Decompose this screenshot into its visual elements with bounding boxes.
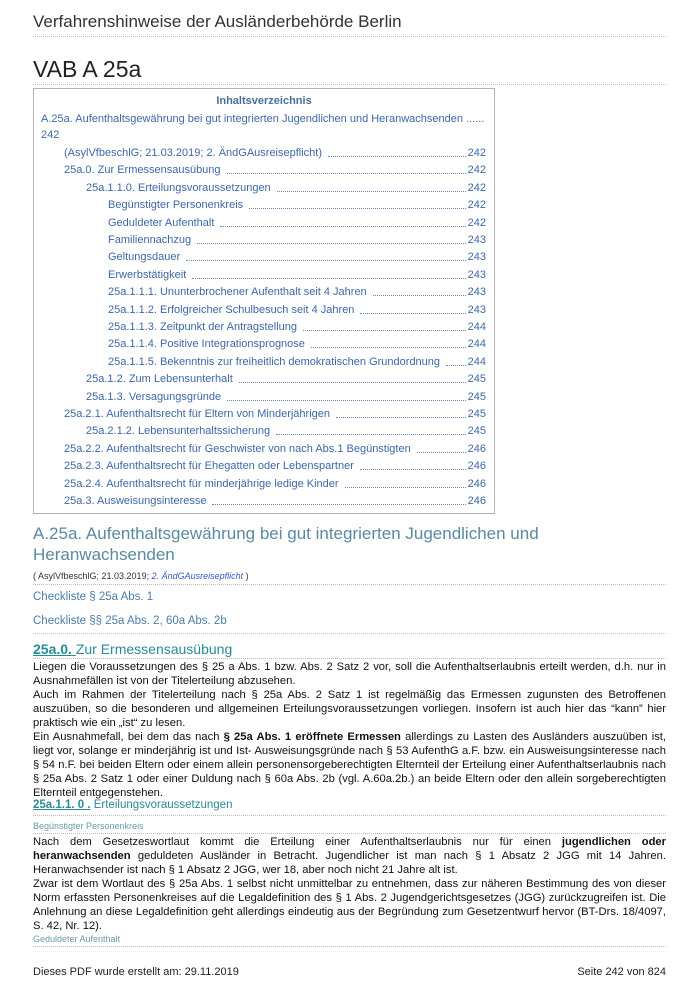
toc-entry-label: 25a.2.1. Aufenthaltsrecht für Eltern von Minderjährigen [64,408,330,420]
toc-entry[interactable] [34,145,494,162]
text: allerdings zu Lasten des Ausländers auszuüben ist, liegt vor, solange er minderjährig ist und Ist- Ausweisungsgründe nach § 53 AufenthG a.F. bzw. ein Ausweisungsinteresse nach § 54 n.F. bei beiden Eltern oder einem allein personensorgeberechtigten Elternteil der Erteilung einer Aufenthaltserlaubnis nach § 25a Abs. 2 Satz 1 oder einer Duldung nach § 60a Abs. 2b (vgl. A.60a.2b.) an beide Eltern oder den allein sorgeberechtigten Elternteil entgegenstehen. [33,731,667,799]
toc-leader-dots [328,156,466,157]
toc-entry-label: A.25a. Aufenthaltsgewährung bei gut integrierten Jugendlichen und Heranwachsenden ...... [41,113,485,125]
toc-entry[interactable] [34,458,494,475]
toc-entry-page: 245 [466,371,486,388]
paragraph: Liegen die Voraussetzungen des § 25 a Abs. 1 bzw. Abs. 2 Satz 2 vor, soll die Aufenthaltserlaubnis erteilt werden, d.h. nur in Ausnahmefällen ist von der Titelerteilung abzusehen. [33,661,666,687]
heading-label: Zur Ermessensausübung [75,641,233,657]
toc-leader-dots [417,452,466,453]
divider [33,833,666,834]
divider [33,633,666,634]
toc-entry[interactable] [34,493,494,510]
toc-entry-label: 25a.0. Zur Ermessensausübung [64,164,221,177]
toc-leader-dots [373,295,466,296]
toc-heading: Inhaltsverzeichnis [216,95,312,107]
toc-entry-page: 243 [466,284,486,301]
toc-entry-page: 242 [466,162,486,179]
toc-entry-page: 242 [41,129,60,141]
checklist-link-1[interactable]: Checkliste § 25a Abs. 1 [33,591,154,603]
toc-entry-label: 25a.3. Ausweisungsinteresse [64,495,207,507]
heading-erteilung [33,799,232,811]
toc-entry[interactable] [34,371,494,388]
toc-leader-dots [197,243,466,244]
toc-leader-dots [311,347,466,348]
toc-entry[interactable] [34,180,494,197]
toc-leader-dots [227,173,466,174]
toc-entry[interactable] [34,441,494,458]
checklist-link-2[interactable]: Checkliste §§ 25a Abs. 2, 60a Abs. 2b [33,615,227,627]
divider [33,36,666,37]
toc-entry[interactable] [34,389,494,406]
toc-leader-dots [446,365,466,366]
toc-entry[interactable] [34,127,494,144]
divider [33,84,666,85]
toc-entry-page: 246 [466,441,486,458]
toc-entry[interactable] [34,232,494,249]
toc-entry[interactable] [34,197,494,214]
toc-entry-label: 25a.2.3. Aufenthaltsrecht für Ehegatten oder Lebenspartner [64,460,354,473]
source-suffix: ) [243,571,249,581]
subheading-beguenstigter: Begünstigter Personenkreis [33,821,144,831]
toc-entry-page: 244 [466,354,486,371]
toc-entry[interactable] [34,215,494,232]
toc-entry-label: (AsylVfbeschlG; 21.03.2019; 2. ÄndGAusreisepflicht) [64,147,323,159]
toc-leader-dots [360,469,466,470]
toc-leader-dots [336,417,466,418]
toc-entry-page: 242 [466,145,486,162]
toc-leader-dots [220,226,466,227]
toc-entry-label: 25a.1.1.2. Erfolgreicher Schulbesuch seit 4 Jahren [108,303,355,316]
section-title: A.25a. Aufenthaltsgewährung bei gut integrierten Jugendlichen und Heranwachsenden [33,524,539,564]
paragraph [33,835,666,877]
heading-number[interactable]: 25a.1.1. 0 . [33,799,91,811]
toc-entry-label: Geduldeter Aufenthalt [108,216,215,229]
toc-entry-label: 25a.1.2. Zum Lebensunterhalt [86,373,233,386]
toc-entry[interactable] [34,423,494,440]
footer-page-number: Seite 242 von 824 [577,966,666,978]
toc-entry-page: 243 [466,302,486,319]
toc-entry-label: 25a.1.1.4. Positive Integrationsprognose [108,338,305,351]
toc-leader-dots [192,278,466,279]
toc-entry-label: Erwerbstätigkeit [108,268,187,281]
toc-entry[interactable] [34,267,494,284]
paragraph: Zwar ist dem Wortlaut des § 25a Abs. 1 selbst nicht unmittelbar zu entnehmen, dass zur näheren Bestimmung des von dieser Norm erfassten Personenkreises auf die Legaldefinition des § 1 Abs. 2 Jugendgerichtsgesetzes (JGG) zurückzugreifen ist. Die Anlehnung an diese Legaldefinition geht allerdings eindeutig aus der Begründung zum Gesetzentwurf hervor (BT-Drs. 18/4097, S. 42, Nr. 12). [33,878,666,932]
toc-entry[interactable] [34,476,494,493]
toc-entry-label: 25a.2.1.2. Lebensunterhaltssicherung [86,425,271,438]
toc-leader-dots [303,330,466,331]
footer-created: Dieses PDF wurde erstellt am: 29.11.2019 [33,966,239,978]
toc-entry-page: 245 [466,423,486,440]
divider [33,815,666,816]
source-link[interactable]: 2. ÄndGAusreisepflicht [151,571,244,581]
toc-leader-dots [345,487,466,488]
toc-entry[interactable] [34,406,494,423]
toc-leader-dots [239,382,466,383]
toc-entry-page: 243 [466,267,486,284]
toc-entry-page: 242 [466,180,486,197]
toc-leader-dots [276,434,466,435]
text: geduldeten Ausländer in Betracht. Jugendlicher ist man nach § 1 Absatz 2 JGG mit 14 Jahren. Heranwachsender ist nach § 1 Absatz 2 JGG, wer 18, aber noch nicht 21 Jahre alt ist. [33,850,666,876]
heading-label: Erteilungsvoraussetzungen [90,799,233,811]
toc-entry-page: 242 [466,197,486,214]
paragraph [33,730,666,800]
toc-entry[interactable] [34,111,494,128]
toc-entry-page: 245 [466,406,486,423]
toc-entry-page: 246 [466,476,486,493]
toc-entry-label: Begünstigter Personenkreis [108,199,244,212]
toc-entry[interactable] [34,354,494,371]
text-bold: jugendlichen oder heranwachsenden [33,836,666,862]
toc-entry-label: 25a.1.3. Versagungsgründe [86,390,222,403]
header-title: Verfahrenshinweise der Ausländerbehörde Berlin [33,12,402,31]
text: Nach dem Gesetzeswortlaut kommt die Erteilung einer Aufenthaltserlaubnis nur für einen [33,836,562,848]
toc-entry-label: 25a.1.1.0. Erteilungsvoraussetzungen [86,181,271,194]
paragraph: Auch im Rahmen der Titelerteilung nach § 25a Abs. 2 Satz 1 ist regelmäßig das Ermessen zugunsten des Betroffenen auszuüben, so die besonderen und allgemeinen Erteilungsvoraussetzungen vorliegen. Insofern ist auch hier das “kann” hier praktisch wie ein „ist“ zu lesen. [33,689,666,729]
toc-entry-page: 246 [466,458,486,475]
toc-entry-label: 25a.2.2. Aufenthaltsrecht für Geschwister von nach Abs.1 Begünstigten [64,442,411,455]
toc-entry-page: 244 [466,319,486,336]
subheading-geduldet: Geduldeter Aufenthalt [33,934,121,944]
toc-entry-label: 25a.1.1.1. Ununterbrochener Aufenthalt seit 4 Jahren [108,286,367,299]
toc-entry-page: 245 [466,389,486,406]
toc-entry-label: 25a.1.1.3. Zeitpunkt der Antragstellung [108,321,297,333]
toc-entry-page: 246 [466,493,486,510]
toc-entry[interactable] [34,249,494,266]
toc-leader-dots [249,208,466,209]
toc-entry[interactable] [34,284,494,301]
table-of-contents [33,88,495,514]
toc-entry-label: 25a.1.1.5. Bekenntnis zur freiheitlich demokratischen Grundordnung [108,355,441,368]
toc-leader-dots [360,313,466,314]
toc-entry-label: Geltungsdauer [108,251,181,264]
toc-leader-dots [277,191,466,192]
heading-ermessen [33,641,232,657]
toc-entry[interactable] [34,302,494,319]
divider [33,658,666,659]
toc-entry[interactable] [34,336,494,353]
page-title: VAB A 25a [33,56,142,82]
toc-entry-page: 244 [466,336,486,353]
toc-entry-page: 243 [466,249,486,266]
toc-leader-dots [186,260,466,261]
toc-entry-page: 242 [466,215,486,232]
divider [33,584,666,585]
toc-entry[interactable] [34,162,494,179]
divider [33,946,666,947]
text: Ein Ausnahmefall, bei dem das nach [33,731,224,743]
section-source [33,571,249,581]
toc-entry-label: Familiennachzug [108,234,192,246]
source-prefix: ( AsylVfbeschlG; 21.03.2019; [33,571,152,581]
text-bold: § 25a Abs. 1 eröffnete Ermessen [223,731,401,743]
toc-entry-label: 25a.2.4. Aufenthaltsrecht für minderjährige ledige Kinder [64,477,339,490]
toc-entry[interactable] [34,319,494,336]
toc-leader-dots [227,400,466,401]
toc-leader-dots [212,504,466,505]
toc-entry-page: 243 [466,232,486,249]
heading-number[interactable]: 25a.0. [33,641,76,657]
